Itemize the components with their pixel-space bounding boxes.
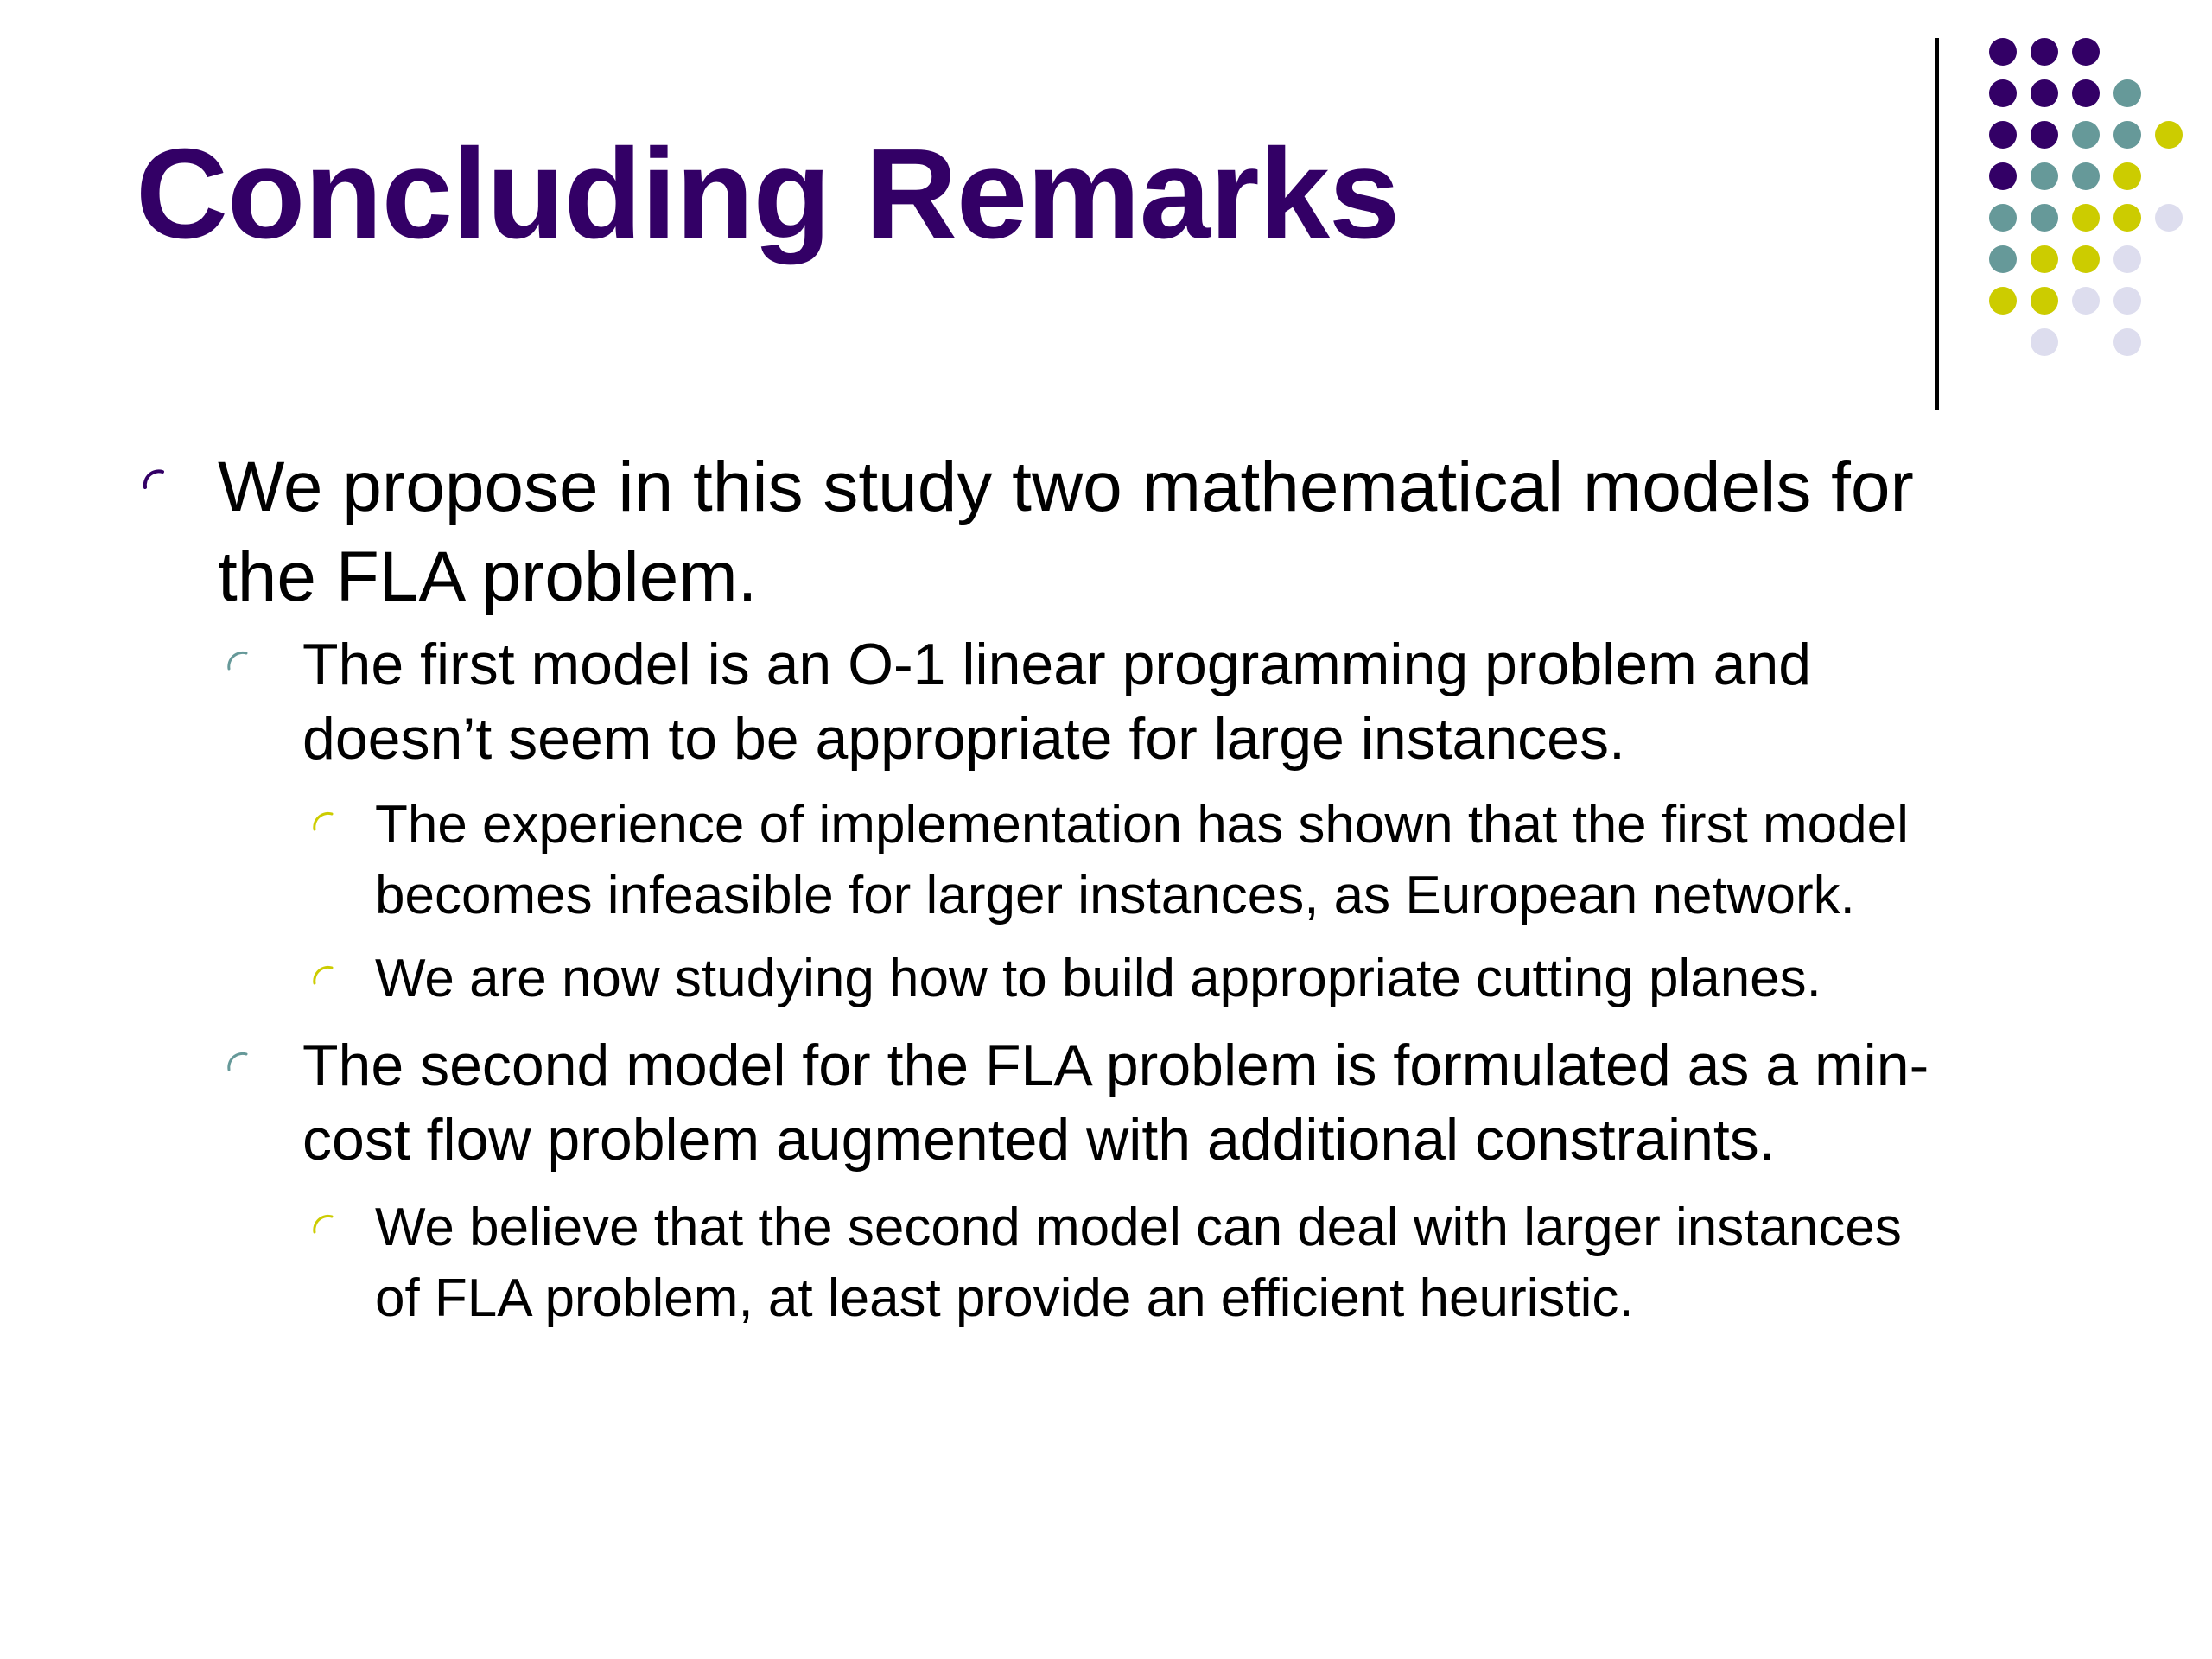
decorative-dot bbox=[2113, 245, 2141, 273]
bullet-marker-icon bbox=[220, 1046, 255, 1080]
decorative-dot bbox=[2113, 287, 2141, 315]
decorative-dot bbox=[2113, 121, 2141, 149]
bullet-text-line: We propose in this study two mathematical models for bbox=[218, 448, 1914, 526]
bullet-marker-icon bbox=[220, 645, 255, 679]
bullet-text-line: becomes infeasible for larger instances, as European network. bbox=[375, 866, 1855, 925]
bullet-text-line: We believe that the second model can deal with larger instances bbox=[375, 1198, 1902, 1257]
bullet-arc bbox=[229, 1053, 246, 1070]
bullet-item-level2 bbox=[302, 627, 2160, 776]
decorative-dot bbox=[2031, 287, 2058, 315]
decorative-dot bbox=[2072, 38, 2100, 66]
decorative-dot bbox=[2113, 328, 2141, 356]
bullet-arc bbox=[229, 652, 246, 669]
bullet-text-line: cost flow problem augmented with additional constraints. bbox=[302, 1107, 1776, 1173]
decorative-dot bbox=[2155, 204, 2183, 232]
bullet-text-line: We are now studying how to build appropriate cutting planes. bbox=[375, 949, 1821, 1008]
decorative-dot bbox=[2031, 162, 2058, 190]
decorative-dot bbox=[2031, 245, 2058, 273]
decorative-dot bbox=[2155, 121, 2183, 149]
bullet-item-level2 bbox=[302, 1028, 2160, 1177]
slide-title: Concluding Remarks bbox=[136, 123, 1400, 265]
bullet-item-level3 bbox=[375, 1192, 2190, 1334]
bullet-item-level3 bbox=[375, 790, 2190, 931]
decorative-dot bbox=[1989, 38, 2017, 66]
bullet-marker-icon bbox=[306, 1208, 340, 1243]
bullet-text-line: The first model is an O-1 linear programming problem and bbox=[302, 632, 1812, 697]
bullet-marker-icon bbox=[306, 959, 340, 994]
decorative-dot bbox=[1989, 204, 2017, 232]
decorative-dot bbox=[1989, 121, 2017, 149]
decorative-dot bbox=[2072, 162, 2100, 190]
decorative-dot bbox=[1989, 162, 2017, 190]
bullet-item-level3 bbox=[375, 944, 2190, 1014]
bullet-item-level1 bbox=[218, 442, 2119, 622]
decorative-dot bbox=[2113, 204, 2141, 232]
decorative-dot bbox=[2031, 79, 2058, 107]
bullet-arc bbox=[315, 813, 332, 830]
decorative-dot bbox=[2031, 38, 2058, 66]
decorative-dot bbox=[2072, 121, 2100, 149]
decorative-dot bbox=[2031, 204, 2058, 232]
bullet-arc bbox=[315, 1216, 332, 1232]
decorative-dot bbox=[2031, 121, 2058, 149]
decorative-dot bbox=[2113, 79, 2141, 107]
bullet-text-line: The experience of implementation has shown that the first model bbox=[375, 795, 1909, 855]
bullet-marker-icon bbox=[137, 463, 171, 498]
decorative-dot bbox=[1989, 287, 2017, 315]
bullet-arc bbox=[145, 471, 162, 487]
bullet-arc bbox=[315, 967, 332, 983]
decorative-dot bbox=[2072, 287, 2100, 315]
bullet-marker-icon bbox=[306, 805, 340, 840]
decorative-dot bbox=[2072, 204, 2100, 232]
bullet-text-line: of FLA problem, at least provide an efficient heuristic. bbox=[375, 1268, 1634, 1328]
decorative-dot bbox=[1989, 245, 2017, 273]
decorative-dot bbox=[2072, 245, 2100, 273]
decorative-dot bbox=[2031, 328, 2058, 356]
bullet-text-line: The second model for the FLA problem is formulated as a min- bbox=[302, 1033, 1929, 1098]
bullet-text-line: doesn’t seem to be appropriate for large instances. bbox=[302, 706, 1625, 772]
decorative-dot bbox=[2113, 162, 2141, 190]
title-divider-line bbox=[1936, 38, 1939, 410]
bullet-text-line: the FLA problem. bbox=[218, 537, 758, 616]
decorative-dot bbox=[1989, 79, 2017, 107]
decorative-dot bbox=[2072, 79, 2100, 107]
